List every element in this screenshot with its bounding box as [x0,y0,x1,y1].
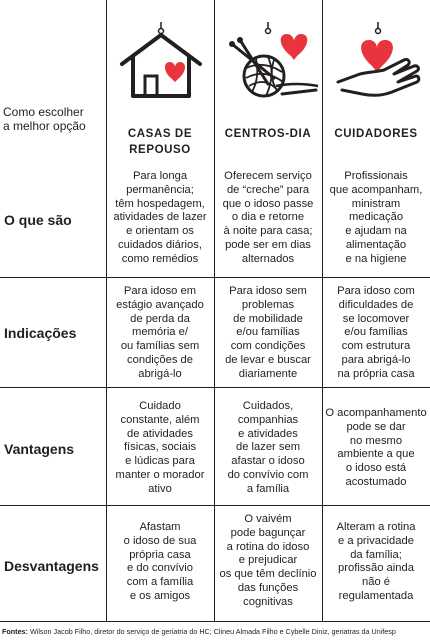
cell-line: Para idoso com [337,285,415,297]
cell-line: não é [362,576,390,589]
cell-o-que-sao-centros [216,170,320,267]
column-header-centros-dia [216,126,320,142]
column-header-line: CENTROS-DIA [224,128,312,140]
cell-line: e/ou famílias [236,326,300,339]
cell-line: a rotina do idoso [226,540,310,553]
cell-line: de “creche” para [226,183,310,196]
cell-line: condições de [127,353,193,366]
cell-line: para abrigá-lo [341,353,411,366]
cell-desvantagens-centros [216,513,320,610]
cell-line: e orientam os [126,225,194,238]
cell-line: o dia e retorne [231,211,305,224]
cell-desvantagens-cuidadores [324,521,428,604]
cell-indicacoes-casas [108,285,212,382]
cell-line: de levar e buscar [225,353,311,366]
cell-line: pode se dar [346,420,406,433]
cell-line: permanência; [126,183,194,196]
column-divider-1 [106,0,107,621]
cell-indicacoes-centros [216,285,320,382]
cell-line: e/ou famílias [344,326,408,339]
cell-line: com a família [126,576,194,589]
cell-vantagens-centros [216,400,320,497]
cell-line: das funções [237,581,299,594]
house-heart-icon [116,22,206,102]
cell-line: afastar o idoso [231,455,305,468]
row-divider-3 [0,505,430,506]
cell-line: têm hospedagem, [115,197,205,210]
cell-line: a família [246,482,290,495]
row-label-vantagens: Vantagens [4,441,75,457]
sources-label: Fontes: [2,627,28,636]
cell-line: Oferecem serviço [224,170,312,182]
cell-line: alimentação [345,238,407,251]
cell-line: Profissionais [344,170,408,182]
cell-line: com condições [230,340,306,353]
cell-line: o idoso está [345,462,407,475]
cell-line: ministram [351,197,401,210]
column-divider-3 [322,0,323,621]
cell-line: no mesmo [349,434,403,447]
intro-line: Como escolher [3,105,84,119]
cell-line: do convívio com [227,468,309,481]
cell-line: acostumado [345,475,407,488]
column-header-casas-de-repouso [110,126,210,158]
cell-line: Cuidados, [242,400,294,412]
cell-line: atividades de lazer [113,211,207,224]
cell-line: e atividades [238,427,298,440]
row-divider-1 [0,277,430,278]
cell-line: alternados [241,252,295,265]
column-header-line: CASAS DE [127,128,193,140]
cell-line: própria casa [129,548,191,561]
cell-line: Alteram a rotina [336,521,416,533]
cell-line: ativo [148,482,172,495]
cell-line: como remédios [121,252,199,265]
cell-line: Para idoso em [123,285,197,297]
cell-line: estágio avançado [116,298,204,311]
cell-line: constante, além [120,413,200,426]
cell-line: O acompanhamento [325,407,427,419]
cell-o-que-sao-cuidadores [324,170,428,267]
cell-line: e na higiene [345,252,407,265]
cell-line: ou famílias sem [120,340,200,353]
cell-line: e prejudicar [238,554,298,567]
intro-line: a melhor opção [3,119,86,133]
row-label-indicacoes: Indicações [4,325,77,341]
cell-line: da família; [350,548,402,561]
cell-line: de mobilidade [233,312,303,325]
cell-vantagens-casas [108,400,212,497]
cell-line: físicas, sociais [123,441,197,454]
cell-o-que-sao-casas [108,170,212,267]
column-header-cuidadores [324,126,428,142]
cell-line: de atividades [127,427,193,440]
sources-text: Wilson Jacob Filho, diretor do serviço de geriatria do HC; Clineu Almada Filho e Cybelle Diniz, geriatras da Unifesp [29,627,396,636]
cell-line: que o idoso passe [222,197,314,210]
cell-line: manter o morador [115,468,205,481]
cell-line: memória e/ [132,326,188,339]
cell-line: e a privacidade [338,534,414,547]
yarn-heart-icon [216,22,321,107]
cell-line: de perda da [130,312,190,325]
cell-line: medicação [348,211,404,224]
cell-indicacoes-cuidadores [324,285,428,382]
row-label-desvantagens: Desvantagens [4,558,99,574]
cell-line: e os amigos [129,589,191,602]
cell-line: com estrutura [341,340,411,353]
column-header-line: CUIDADORES [334,128,418,140]
cell-line: companhias [237,413,299,426]
cell-line: dificuldades de [338,298,414,311]
cell-line: regulamentada [338,589,414,602]
row-divider-2 [0,387,430,388]
cell-line: Cuidado [139,400,181,412]
cell-line: se locomover [342,312,410,325]
cell-vantagens-cuidadores [324,407,428,490]
cell-line: diariamente [238,367,298,380]
cell-desvantagens-casas [108,521,212,604]
cell-line: e ajudam na [345,225,407,238]
cell-line: o idoso de sua [123,534,197,547]
row-label-o-que-sao: O que são [4,212,72,228]
cell-line: profissão ainda [338,562,414,575]
cell-line: ambiente a que [337,448,415,461]
cell-line: os que têm declínio [219,568,317,581]
column-header-line: REPOUSO [129,144,191,156]
cell-line: de lazer sem [235,441,301,454]
sources-footer [2,627,396,637]
cell-line: Para idoso sem [229,285,307,297]
cell-line: e lúdicas para [125,455,195,468]
column-divider-2 [214,0,215,621]
cell-line: à noite para casa; [223,225,313,238]
cell-line: Para longa [132,170,188,182]
cell-line: pode ser em dias [225,238,311,251]
hand-heart-icon [332,22,422,97]
cell-line: que acompanham, [329,183,423,196]
cell-line: problemas [241,298,295,311]
cell-line: Afastam [139,521,181,533]
cell-line: cuidados diários, [118,238,202,251]
cell-line: e do convívio [127,562,193,575]
cell-line: cognitivas [243,595,293,608]
intro-text [3,105,86,133]
cell-line: na própria casa [337,367,415,380]
cell-line: O vaivém [244,513,292,525]
cell-line: abrigá-lo [138,367,182,380]
cell-line: pode bagunçar [230,526,306,539]
row-divider-4 [0,621,430,622]
